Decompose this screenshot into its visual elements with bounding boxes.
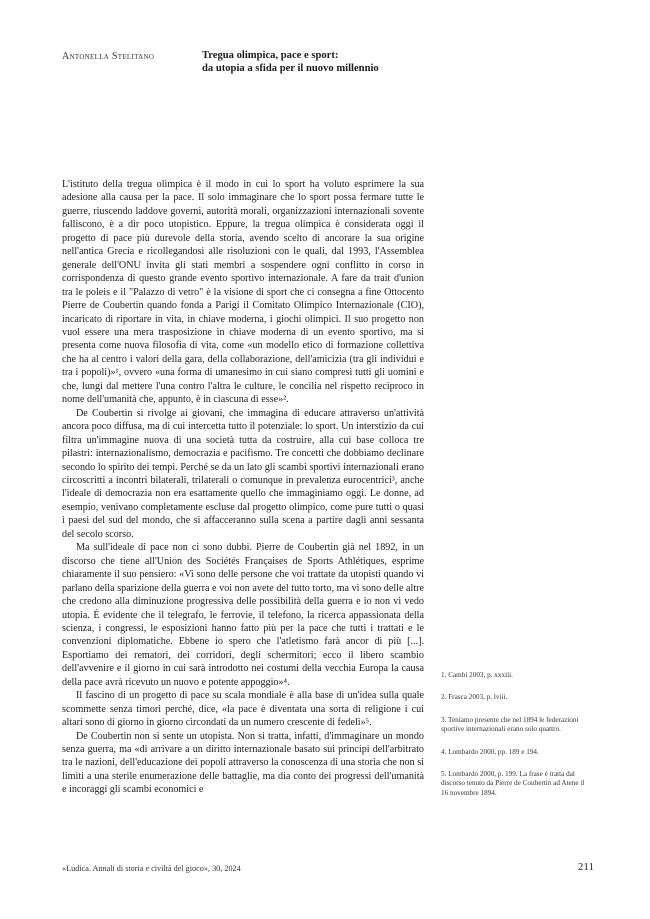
footnote-5: 5. Lombardo 2000, p. 199. La frase è tratta dal discorso tenuto da Pierre de Coubertin ad Atene il 16 novembre 1894. [441,770,585,797]
paragraph-4: Il fascino di un progetto di pace su scala mondiale è alla base di un'idea sulla quale scommette senza timori perché, dice, «la pace è diventata una sorta di religione i cui altari sono di giorno in giorno circondati da un numero crescente di fedeli»⁵. [62,690,424,729]
footnotes [441,671,591,811]
running-head-title [202,49,502,75]
footnote-3: 3. Teniamo presente che nel 1894 le federazioni sportive internazionali erano solo quattro. [441,715,579,734]
running-head-author: Antonella Stelitano [62,51,155,62]
page-number: 211 [577,861,594,873]
journal-citation: «Ludica. Annali di storia e civiltà del gioco», 30, 2024 [62,864,241,873]
footnote-2: 2. Frasca 2003, p. lviii. [441,693,508,702]
title-line-2: da utopia a sfida per il nuovo millennio [202,63,379,74]
title-line-1: Tregua olimpica, pace e sport: [202,50,339,61]
paragraph-2: De Coubertin si rivolge ai giovani, che immagina di educare attraverso un'attività ancora poco diffusa, ma di cui intercetta tutto il potenziale: lo sport. Un interstizio da cui filtra un'immagine nuova di una società tutta da costruire, alla cui base colloca tre pilastri: internazionalismo, democrazia e pacifismo. Tre concetti che dobbiamo declinare secondo lo spirito dei tempi. Perché se da un lato gli scambi sportivi internazionali erano circoscritti a incontri bilaterali, trilaterali o comunque in prevalenza eurocentrici³, anche l'ideale di democrazia non era esattamente quello che immaginiamo oggi. Le donne, ad esempio, venivano completamente escluse dal progetto olimpico, come pure tutti o quasi i paesi del sud del mondo, che si affacceranno sulla scena a partire dagli anni sessanta del secolo scorso. [62,407,424,540]
footnote-4: 4. Lombardo 2000, pp. 189 e 194. [441,747,539,756]
article-body [62,178,424,797]
paragraph-1: L'istituto della tregua olimpica è il modo in cui lo sport ha voluto esprimere la sua adesione alla causa per la pace. Il solo immaginare che lo sport possa fermare tutte le guerre, riuscendo laddove governi, autorità morali, organizzazioni internazionali sovente falliscono, è a dir poco utopistico. Eppure, la tregua olimpica è considerata oggi il progetto di pace più durevole della storia, avendo scelto di ancorare la sua origine nell'antica Grecia e ricollegandosi alle risoluzioni con le quali, dal 1993, l'Assemblea generale dell'ONU invita gli stati membri a sospendere ogni conflitto in corso in corrispondenza di questo grande evento sportivo internazionale. A fare da trait d'union tra le poleis e il "Palazzo di vetro" è la visione di sport che ci consegna a fine Ottocento Pierre de Coubertin quando fonda a Parigi il Comitato Olimpico Internazionale (CIO), incaricato di riportare in vita, in chiave moderna, i giochi olimpici. Il suo progetto non vuol essere una mera trasposizione in chiave moderna di un evento sportivo, ma si presenta come nuova filosofia di vita, come «un modello etico di formazione collettiva che ha al centro i valori della gara, della collaborazione, dell'amicizia (tra gli individui e tra i popoli)»¹, ovvero «una forma di umanesimo in cui siano compresi tutti gli uomini e che, lungi dal mettere l'una contro l'altra le culture, le concilia nel rispetto reciproco in nome dell'umanità che, appunto, è in ciascuna di esse»². [62,179,424,406]
paragraph-3: Ma sull'ideale di pace non ci sono dubbi. Pierre de Coubertin già nel 1892, in un discorso che tiene all'Union des Sociétés Françaises de Sports Athlétiques, esprime chiaramente il suo pensiero: «Vi sono delle persone che voi trattate da utopisti quando vi parlano della sparizione della guerra e voi non avete del tutto torto, ma vi sono delle altre che credono alla diminuzione progressiva delle possibilità della guerra e io non vi vedo utopia. È evidente che il telegrafo, le ferrovie, il telefono, la ricerca appassionata della scienza, i congressi, le esposizioni hanno fatto più per la pace che tutti i trattati e le convenzioni diplomatiche. Ebbene io spero che l'atletismo farà ancor di più [...]. Esportiamo dei rematori, dei corridori, degli schermitori; ecco il libero scambio dell'avvenire e il giorno in cui sarà introdotto nei costumi della vecchia Europa la causa della pace avrà ricevuto un nuovo e potente appoggio»⁴. [62,542,424,688]
paragraph-5: De Coubertin non si sente un utopista. Non si tratta, infatti, d'immaginare un mondo senza guerra, ma «di arrivare a un diritto internazionale basato sui principi dell'arbitrato tra le nazioni, dell'educazione dei popoli attraverso la conoscenza di una storia che non si limiti a una sterile enumerazione delle battaglie, ma dia conto dei progressi dell'umanità e incoraggi gli scambi economici e [62,730,424,796]
footnote-1: 1. Cambi 2003, p. xxxiii. [441,671,513,679]
